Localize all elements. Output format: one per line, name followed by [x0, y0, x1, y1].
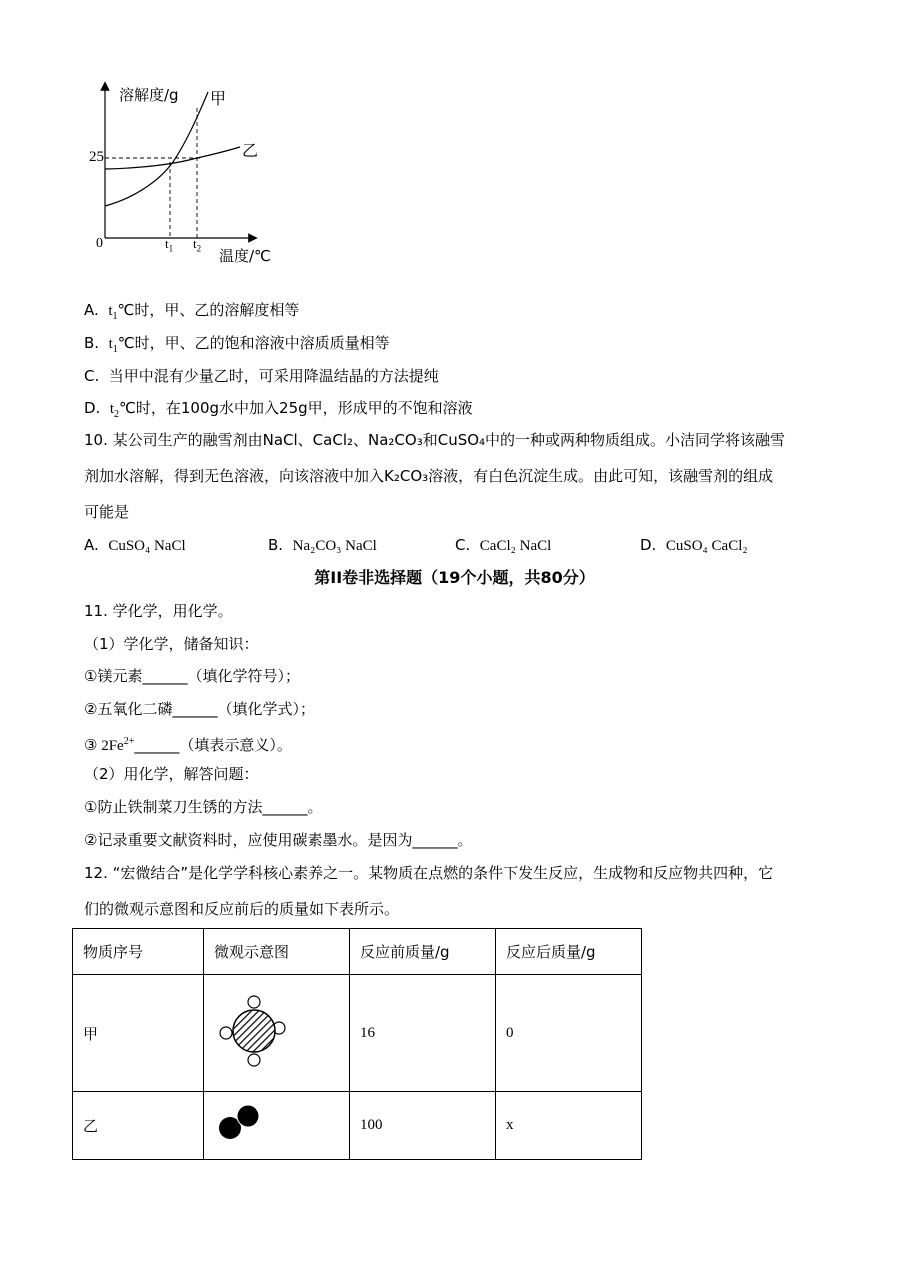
q10-option-b: B. Na₂CO₃ NaCl: [268, 536, 377, 554]
q10-line-1: 10. 某公司生产的融雪剂由NaCl、CaCl₂、Na₂CO₃和CuSO₄中的一种或两种物质组成。小洁同学将该融雪: [84, 431, 786, 449]
q11-item4: ①防止铁制菜刀生锈的方法______。: [84, 798, 323, 816]
molecule-yi-icon: [214, 1102, 274, 1146]
micro-diagram-cell: [204, 975, 350, 1092]
row-before: 16: [350, 975, 496, 1092]
graph-origin: 0: [96, 236, 103, 251]
curve-yi-label: 乙: [242, 141, 259, 160]
q9-option-a: A. $t_1℃$时，甲、乙的溶解度相等: [84, 301, 300, 322]
q10-line-3: 可能是: [84, 503, 130, 521]
table-row: [73, 975, 642, 1092]
row-name: 甲: [73, 975, 204, 1092]
q11-item1: ①镁元素______（填化学符号）；: [84, 667, 300, 685]
substance-table: [72, 928, 642, 1160]
section-heading: 第II卷非选择题（19个小题，共80分）: [314, 568, 595, 587]
micro-diagram-cell: [204, 1092, 350, 1160]
row-name: 乙: [73, 1092, 204, 1160]
q9-option-d: D. $t_2℃$时，在100g水中加入25g甲，形成甲的不饱和溶液: [84, 399, 473, 420]
q10-line-2: 剂加水溶解，得到无色溶液，向该溶液中加入K₂CO₃溶液，有白色沉淀生成。由此可知，该融雪剂的组成: [84, 467, 774, 485]
q10-option-a: A. CuSO₄ NaCl: [84, 536, 186, 554]
header-cell: 物质序号: [73, 929, 204, 975]
header-cell: 微观示意图: [204, 929, 350, 975]
q10-option-c: C. CaCl₂ NaCl: [455, 536, 552, 554]
q12-line-2: 们的微观示意图和反应前后的质量如下表所示。: [84, 900, 400, 918]
solubility-graph: [85, 78, 285, 278]
header-cell: 反应前质量/g: [350, 929, 496, 975]
graph-y-tick: 25: [89, 149, 104, 165]
table-header-row: [73, 929, 642, 975]
curve-jia: [105, 92, 208, 206]
header-cell: 反应后质量/g: [496, 929, 642, 975]
q11-item3: ③ $2Fe^{2+}\_\_\_\_\_\_$（填表示意义）。: [84, 736, 292, 754]
q9-option-c: C. 当甲中混有少量乙时，可采用降温结晶的方法提纯: [84, 367, 439, 385]
q11-item5: ②记录重要文献资料时，应使用碳素墨水。是因为______。: [84, 831, 473, 849]
q11-part2: （2）用化学，解答问题：: [84, 765, 259, 783]
graph-t1: $t_1$: [165, 236, 174, 254]
row-after: x: [496, 1092, 642, 1160]
table-row: [73, 1092, 642, 1160]
graph-xlabel: 温度/℃: [219, 247, 271, 265]
q11-part1: （1）学化学，储备知识：: [84, 635, 259, 653]
q9-option-b: B. $t_1℃$时，甲、乙的饱和溶液中溶质质量相等: [84, 334, 390, 355]
graph-ylabel: 溶解度/g: [119, 86, 179, 104]
q10-option-d: D. CuSO₄ CaCl₂: [640, 536, 748, 554]
curve-yi: [105, 147, 240, 169]
row-after: 0: [496, 975, 642, 1092]
q11-item2: ②五氧化二磷______（填化学式）；: [84, 700, 315, 718]
graph-t2: $t_2$: [193, 236, 202, 254]
molecule-jia-icon: [214, 991, 294, 1071]
q11-title: 11. 学化学，用化学。: [84, 602, 233, 620]
curve-jia-label: 甲: [210, 89, 227, 108]
q12-line-1: 12. “宏微结合”是化学学科核心素养之一。某物质在点燃的条件下发生反应，生成物和反应物共四种，它: [84, 864, 774, 882]
row-before: 100: [350, 1092, 496, 1160]
